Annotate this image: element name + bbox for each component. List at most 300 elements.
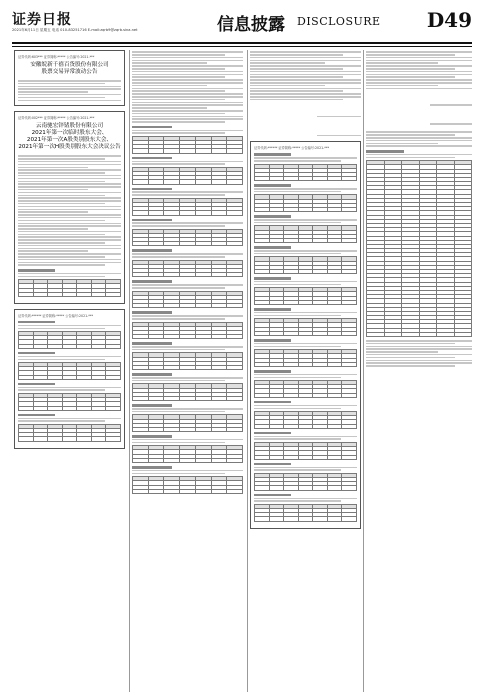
vote-table: [254, 287, 357, 305]
text-line: [18, 273, 121, 275]
table-cell: [342, 177, 357, 181]
text-line: [18, 328, 105, 330]
table-cell: [255, 517, 270, 521]
vote-table: [254, 411, 357, 429]
table-cell: [133, 242, 149, 246]
notice-box-b: [14, 111, 125, 304]
vote-table: [18, 279, 121, 297]
table-cell: [19, 344, 34, 348]
table-cell: [284, 331, 299, 335]
section-heading: [254, 153, 291, 156]
text-line: [366, 131, 472, 133]
table-cell: [284, 208, 299, 212]
text-line: [18, 155, 121, 157]
text-line: [18, 359, 105, 361]
table-cell: [106, 344, 121, 348]
text-line: [18, 94, 121, 96]
table-cell: [91, 375, 106, 379]
text-line: [132, 408, 243, 410]
text-line: [250, 93, 361, 95]
table-cell: [313, 300, 328, 304]
text-line: [132, 79, 243, 81]
notice-title-line: 股票交易异常波动公告: [41, 69, 98, 75]
text-line: [18, 161, 121, 163]
table-cell: [269, 455, 284, 459]
column-2: [132, 50, 243, 692]
notice-title: [18, 62, 121, 76]
notice-box-c: [14, 309, 125, 449]
notice-title-line: 2021年第一次H股类别股东大会决议公告: [18, 144, 121, 151]
text-line: [254, 377, 341, 379]
notice-body: [250, 51, 361, 100]
vote-table: [18, 362, 121, 380]
table-cell: [164, 242, 180, 246]
text-line: [254, 438, 341, 440]
text-line: [18, 203, 105, 205]
table-cell: [327, 517, 342, 521]
table-cell: [195, 304, 211, 308]
section-title: 信息披露: [217, 15, 285, 35]
table-cell: [327, 393, 342, 397]
vote-table: [132, 445, 243, 463]
text-line: [18, 259, 121, 261]
text-line: [18, 209, 121, 211]
text-line: [250, 88, 361, 90]
notice-title-line: 2021年第一次临时股东大会、: [31, 130, 108, 137]
notice-box-d: [250, 141, 361, 528]
text-line: [132, 51, 243, 53]
text-line: [18, 220, 105, 222]
table-cell: [327, 300, 342, 304]
text-line: [132, 116, 243, 118]
table-cell: [255, 455, 270, 459]
table-cell: [106, 375, 121, 379]
text-line: [18, 223, 121, 225]
text-line: [254, 160, 341, 162]
text-line: [366, 157, 455, 159]
text-line: [18, 195, 105, 197]
notice-box-a: [14, 50, 125, 106]
table-cell: [62, 344, 77, 348]
vote-table: [132, 352, 243, 370]
table-cell: [77, 292, 92, 296]
table-cell: [164, 180, 180, 184]
text-line: [18, 91, 88, 93]
table-cell: [133, 427, 149, 431]
text-line: [18, 172, 105, 174]
text-line: [250, 74, 361, 76]
text-line: [18, 420, 105, 422]
masthead-rule: [12, 42, 472, 44]
vote-table: [132, 383, 243, 401]
text-line: [18, 88, 121, 90]
table-cell: [298, 393, 313, 397]
text-line: [18, 211, 88, 213]
text-line: [250, 76, 343, 78]
text-line: [132, 287, 225, 289]
text-line: [132, 191, 243, 193]
table-cell: [164, 489, 180, 493]
section-heading: [254, 401, 291, 404]
table-cell: [342, 486, 357, 490]
section-heading: [18, 352, 55, 355]
table-cell: [133, 335, 149, 339]
text-line: [366, 348, 472, 350]
table-cell: [148, 273, 164, 277]
table-cell: [211, 489, 227, 493]
table-cell: [284, 238, 299, 242]
section-heading: [132, 157, 172, 160]
text-line: [18, 276, 105, 278]
table-cell: [298, 208, 313, 212]
text-line: [132, 225, 225, 227]
vote-table: [254, 164, 357, 182]
text-line: [18, 197, 121, 199]
table-cell: [284, 300, 299, 304]
section-subtitle: DISCLOSURE: [297, 15, 381, 28]
table-cell: [269, 300, 284, 304]
text-line: [18, 231, 121, 233]
text-line: [18, 167, 88, 169]
text-line: [254, 500, 341, 502]
table-cell: [148, 242, 164, 246]
text-line: [250, 65, 361, 67]
text-line: [250, 79, 361, 81]
table-cell: [211, 335, 227, 339]
page-number: D49: [426, 8, 472, 32]
issue-meta: 2021年6月11日 星期五 电话 010-83251716 E-mail:zqrb9@zqrb.sina.net: [12, 28, 138, 32]
table-cell: [180, 273, 196, 277]
table-cell: [298, 362, 313, 366]
text-line: [132, 315, 243, 317]
section-heading: [18, 321, 55, 324]
table-cell: [269, 269, 284, 273]
section-heading: [132, 466, 172, 469]
text-line: [18, 189, 88, 191]
table-cell: [33, 437, 48, 441]
table-cell: [133, 458, 149, 462]
text-line: [18, 183, 121, 185]
table-cell: [269, 424, 284, 428]
vote-table: [132, 476, 243, 494]
table-cell: [419, 332, 437, 336]
text-line: [366, 62, 438, 64]
vote-table: [366, 160, 472, 337]
text-line: [254, 253, 341, 255]
text-line: [18, 256, 105, 258]
table-cell: [148, 396, 164, 400]
table-cell: [327, 269, 342, 273]
table-cell: [255, 177, 270, 181]
section-heading: [132, 435, 172, 438]
newspaper-logo: 证券日报: [12, 12, 72, 28]
text-line: [18, 175, 121, 177]
text-line: [250, 71, 361, 73]
table-cell: [180, 304, 196, 308]
table-cell: [148, 304, 164, 308]
masthead: [12, 6, 472, 42]
table-cell: [91, 437, 106, 441]
section-heading: [254, 277, 291, 280]
table-cell: [298, 455, 313, 459]
table-cell: [313, 362, 328, 366]
table-cell: [298, 238, 313, 242]
text-line: [18, 236, 121, 238]
text-line: [18, 169, 121, 171]
section-heading: [132, 188, 172, 191]
text-line: [132, 93, 243, 95]
table-cell: [327, 238, 342, 242]
table-cell: [148, 366, 164, 370]
text-line: [132, 439, 243, 441]
table-cell: [269, 238, 284, 242]
table-cell: [284, 455, 299, 459]
table-cell: [133, 149, 149, 153]
table-cell: [298, 486, 313, 490]
text-line: [366, 343, 455, 345]
table-cell: [77, 437, 92, 441]
vote-table: [132, 136, 243, 154]
table-cell: [195, 366, 211, 370]
text-line: [366, 51, 472, 53]
vote-table: [254, 256, 357, 274]
table-cell: [227, 396, 243, 400]
table-cell: [298, 331, 313, 335]
text-line: [366, 360, 472, 362]
text-line: [366, 74, 472, 76]
table-cell: [327, 455, 342, 459]
text-line: [18, 250, 88, 252]
text-line: [18, 83, 105, 85]
table-cell: [180, 458, 196, 462]
section-heading: [132, 126, 172, 129]
notice-body: [18, 155, 121, 215]
table-cell: [164, 335, 180, 339]
table-cell: [164, 458, 180, 462]
text-line: [132, 57, 243, 59]
section-heading: [254, 463, 291, 466]
table-cell: [327, 331, 342, 335]
text-line: [254, 222, 341, 224]
text-line: [132, 110, 243, 112]
table-cell: [195, 149, 211, 153]
table-cell: [313, 238, 328, 242]
table-cell: [106, 406, 121, 410]
text-line: [18, 80, 121, 82]
text-line: [132, 74, 243, 76]
text-line: [132, 65, 243, 67]
table-cell: [298, 517, 313, 521]
text-line: [366, 88, 472, 90]
text-line: [132, 132, 225, 134]
table-cell: [255, 269, 270, 273]
section-heading: [254, 308, 291, 311]
text-line: [132, 104, 243, 106]
column-4: [366, 50, 472, 692]
table-cell: [313, 177, 328, 181]
text-line: [366, 57, 472, 59]
text-line: [254, 346, 341, 348]
text-line: [250, 54, 343, 56]
table-cell: [269, 208, 284, 212]
table-cell: [211, 427, 227, 431]
vote-table: [254, 504, 357, 522]
text-line: [132, 96, 243, 98]
vote-table: [132, 291, 243, 309]
table-cell: [342, 517, 357, 521]
text-line: [132, 318, 225, 320]
text-line: [250, 82, 361, 84]
text-line: [132, 349, 225, 351]
text-line: [18, 239, 121, 241]
table-cell: [180, 242, 196, 246]
text-line: [366, 134, 455, 136]
table-cell: [211, 396, 227, 400]
table-cell: [180, 211, 196, 215]
table-cell: [148, 180, 164, 184]
vote-table: [18, 424, 121, 442]
notice-codes: 证券代码:****** 证券简称:***** 公告编号:2021-***: [18, 313, 94, 318]
table-cell: [342, 455, 357, 459]
vote-table: [132, 414, 243, 432]
text-line: [132, 71, 243, 73]
vote-table: [254, 318, 357, 336]
text-line: [132, 253, 243, 255]
table-cell: [313, 517, 328, 521]
table-cell: [255, 362, 270, 366]
table-cell: [227, 180, 243, 184]
table-cell: [227, 211, 243, 215]
table-cell: [269, 393, 284, 397]
table-cell: [211, 211, 227, 215]
text-line: [250, 60, 361, 62]
vote-table: [254, 473, 357, 491]
vote-table: [132, 229, 243, 247]
table-cell: [62, 406, 77, 410]
text-line: [366, 362, 472, 364]
table-cell: [148, 427, 164, 431]
table-cell: [313, 208, 328, 212]
table-cell: [342, 238, 357, 242]
table-cell: [342, 424, 357, 428]
table-cell: [313, 486, 328, 490]
column-1: [14, 50, 125, 692]
text-line: [254, 157, 357, 159]
table-cell: [33, 406, 48, 410]
notice-title-line: 安徽皖新千禧百货股份有限公司: [30, 62, 109, 68]
text-line: [18, 242, 105, 244]
text-line: [254, 405, 357, 407]
resolution-section: [18, 321, 121, 442]
table-cell: [454, 332, 472, 336]
table-cell: [195, 458, 211, 462]
table-cell: [227, 458, 243, 462]
table-cell: [133, 211, 149, 215]
text-line: [18, 356, 121, 358]
vote-table: [254, 225, 357, 243]
table-cell: [33, 292, 48, 296]
text-line: [366, 82, 472, 84]
notice-body: [18, 217, 121, 266]
text-line: [366, 85, 438, 87]
table-cell: [284, 424, 299, 428]
table-cell: [227, 273, 243, 277]
table-cell: [19, 437, 34, 441]
text-line: [18, 234, 105, 236]
notice-body: [366, 51, 472, 89]
table-cell: [227, 304, 243, 308]
table-cell: [255, 208, 270, 212]
text-line: [366, 143, 438, 145]
table-cell: [211, 304, 227, 308]
text-line: [132, 85, 207, 87]
signature-block: [366, 92, 472, 130]
table-cell: [227, 427, 243, 431]
vote-table: [132, 322, 243, 340]
text-line: [254, 284, 341, 286]
section-heading: [254, 432, 291, 435]
text-line: [366, 365, 455, 367]
table-cell: [195, 273, 211, 277]
table-cell: [437, 332, 455, 336]
table-cell: [367, 332, 385, 336]
table-cell: [180, 366, 196, 370]
text-line: [366, 154, 472, 156]
table-cell: [133, 366, 149, 370]
resolution-section: [366, 150, 472, 337]
table-cell: [106, 292, 121, 296]
text-line: [18, 181, 105, 183]
section-heading: [254, 339, 291, 342]
table-cell: [195, 335, 211, 339]
text-line: [250, 68, 343, 70]
table-cell: [327, 486, 342, 490]
table-cell: [255, 486, 270, 490]
table-cell: [180, 427, 196, 431]
table-cell: [48, 406, 63, 410]
text-line: [366, 340, 472, 342]
table-cell: [269, 517, 284, 521]
table-cell: [298, 424, 313, 428]
table-cell: [342, 269, 357, 273]
table-cell: [298, 177, 313, 181]
section-heading: [18, 414, 55, 417]
resolution-section: [132, 126, 243, 494]
section-heading: [254, 370, 291, 373]
text-line: [366, 357, 455, 359]
section-heading: [366, 150, 404, 153]
section-heading: [18, 269, 55, 272]
table-cell: [77, 375, 92, 379]
text-line: [132, 88, 243, 90]
text-line: [18, 178, 121, 180]
text-line: [18, 387, 121, 389]
table-cell: [133, 180, 149, 184]
notice-body: [366, 131, 472, 146]
notice-codes: 证券代码:603*** 证券简称:***** 公告编号:2021-***: [18, 55, 95, 59]
table-cell: [255, 424, 270, 428]
table-cell: [269, 331, 284, 335]
table-cell: [133, 304, 149, 308]
text-line: [132, 222, 243, 224]
table-cell: [77, 406, 92, 410]
text-line: [132, 102, 243, 104]
table-cell: [255, 300, 270, 304]
text-line: [132, 284, 243, 286]
text-line: [18, 418, 121, 420]
text-line: [366, 140, 472, 142]
text-line: [132, 99, 225, 101]
